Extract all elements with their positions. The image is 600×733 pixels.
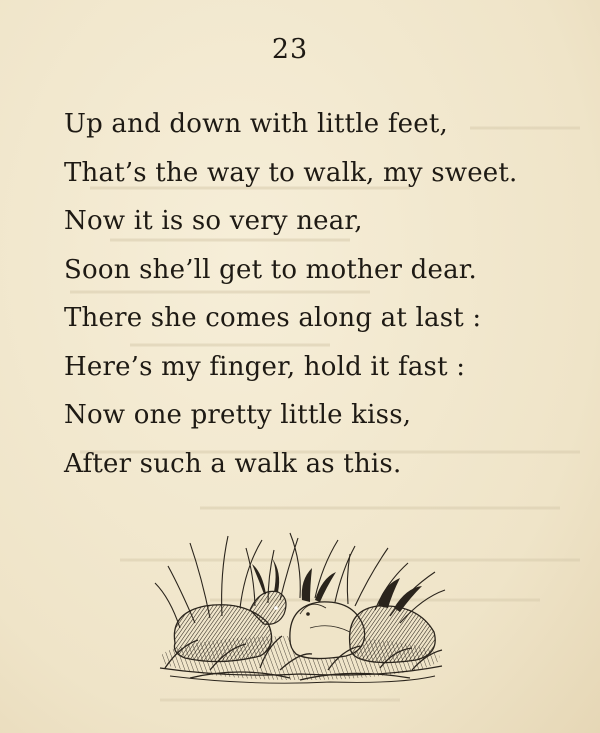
poem-line: After such a walk as this. (64, 448, 402, 479)
poem-line: That’s the way to walk, my sweet. (64, 157, 518, 188)
poem-line: Now it is so very near, (64, 206, 363, 236)
poem-line: Soon she’ll get to mother dear. (64, 254, 478, 285)
poem-line: Up and down with little feet, (64, 109, 448, 139)
poem-line: Here’s my finger, hold it fast : (64, 351, 466, 382)
poem-text (64, 108, 564, 496)
page-number: 23 (271, 34, 309, 65)
poem-line: Now one pretty little kiss, (64, 400, 412, 430)
poem-line: There she comes along at last : (64, 303, 482, 333)
rabbit-left (174, 558, 286, 662)
rabbits-engraving (150, 528, 450, 688)
